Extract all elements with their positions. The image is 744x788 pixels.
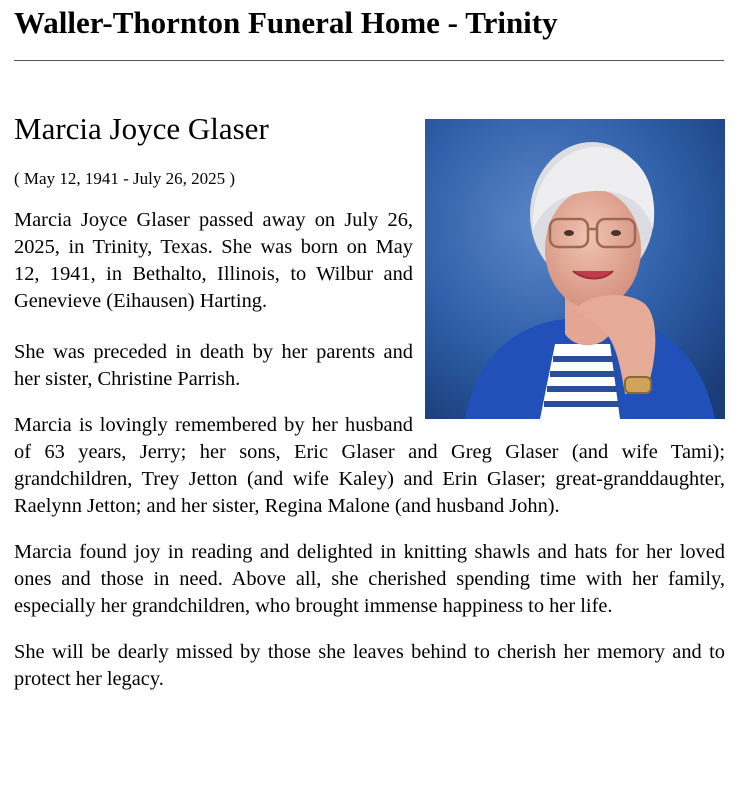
- obituary-paragraph: Marcia Joyce Glaser passed away on July 26, 2025, in Trinity, Texas. She was born on May 12, 1941, in Bethalto, Illinois, to Wilbur and Genevieve (Eihausen) Harting.: [14, 209, 413, 312]
- site-title: Waller-Thornton Funeral Home - Trinity: [14, 5, 558, 40]
- portrait-photo: [425, 119, 725, 419]
- header-divider: [14, 60, 724, 61]
- obituary-paragraph: Marcia found joy in reading and delighted in knitting shawls and hats for her loved ones and those in need. Above all, she cherished spending time with her family, especially her grandchildren, who brought immense happiness to her life.: [14, 541, 725, 617]
- life-dates: ( May 12, 1941 - July 26, 2025 ): [14, 169, 235, 188]
- deceased-name: Marcia Joyce Glaser: [14, 111, 269, 146]
- obituary-paragraph: She will be dearly missed by those she leaves behind to cherish her memory and to protect her legacy.: [14, 641, 725, 690]
- obituary-paragraph: She was preceded in death by her parents and her sister, Christine Parrish.: [14, 341, 413, 390]
- obituary-paragraph: Marcia is lovingly remembered by her husband of 63 years, Jerry; her sons, Eric Glaser and Greg Glaser (and wife Tami); grandchildren, Trey Jetton (and wife Kaley) and Erin Glaser; great-granddaughter, Raelynn Jetton; and her sister, Regina Malone (and husband John).: [14, 414, 725, 517]
- obituary-content: [14, 108, 725, 693]
